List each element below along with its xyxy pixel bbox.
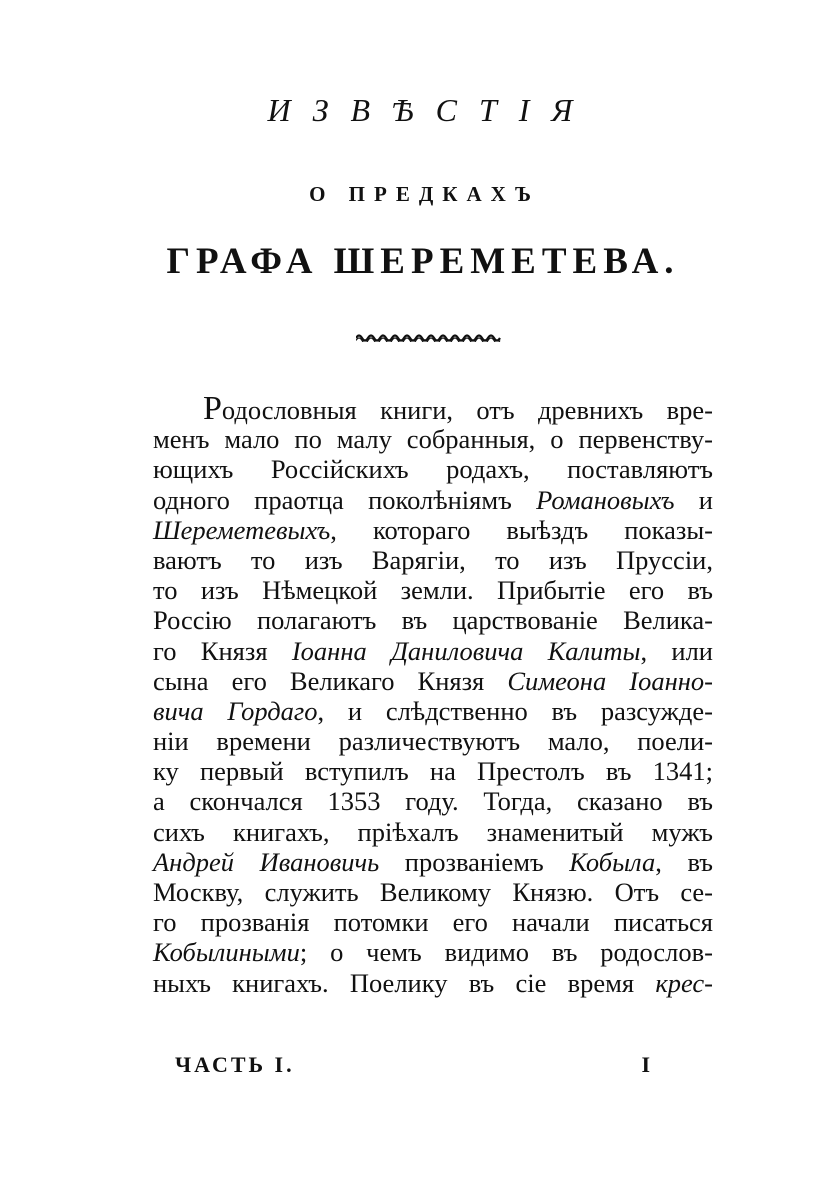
italic-name: Кобылиными [153,937,300,968]
text-run: ющихъ Россійскихъ родахъ, поставляютъ [153,454,713,485]
page-title-name: ГРАФА ШЕРЕМЕТЕВА. [166,241,680,282]
text-line [153,605,713,635]
text-line [153,545,713,575]
text-line [153,726,713,756]
text-run: го прозванія потомки его начали писаться [153,907,713,938]
text-run: , или [640,635,713,666]
text-run: ніи времени различествуютъ мало, поели- [153,726,713,757]
signature-mark: ЧАСТЬ I. [175,1052,295,1077]
text-run: ; о чемъ видимо въ родослов- [299,937,713,968]
text-line [153,575,713,605]
text-line [153,756,713,786]
text-run: ныхъ книгахъ. Поелику въ сіе время [153,967,656,998]
text-run: го Князя [153,635,292,666]
text-run: сына его Великаго Князя [153,665,508,696]
text-line [153,937,713,967]
text-run: одословныя книги, отъ древнихъ вре- [221,395,713,425]
text-run: одного праотца поколѣніямъ [153,484,537,515]
italic-name: Шереметевыхъ [153,514,331,545]
text-line [153,390,713,427]
page-footer [175,1052,653,1078]
text-run: прозваніемъ [379,846,570,877]
italic-name: Іоанна Даниловича Калиты [291,635,641,666]
page-title: ИЗВѢСТІЯ [267,92,595,128]
text-run: , котораго выѣздъ показы- [330,514,713,545]
italic-name: Кобыла [569,846,656,877]
text-line [153,968,713,998]
text-run: , въ [655,846,714,877]
text-line [153,786,713,816]
ornament-divider [356,332,502,342]
text-run: , и слѣдственно въ разсужде- [317,695,713,726]
italic-name: крес- [655,967,713,998]
text-run: ваютъ то изъ Варягіи, то изъ Пруссіи, [153,544,713,575]
page-number: I [641,1052,653,1077]
text-line [153,485,713,515]
text-line [153,454,713,484]
text-run: и [674,484,713,515]
page-subtitle: О ПРЕДКАХЪ [309,182,540,206]
drop-cap: Р [203,390,222,427]
text-run: Россію полагаютъ въ царствованіе Велика- [153,605,713,636]
text-line [153,817,713,847]
text-line [153,666,713,696]
text-line [153,424,713,454]
text-run: ку первый вступилъ на Престолъ въ 1341; [153,756,713,787]
italic-name: вича Гордаго [153,695,318,726]
text-run: сихъ книгахъ, пріѣхалъ знаменитый мужъ [153,816,713,847]
text-line [153,847,713,877]
italic-name: Романовыхъ [536,484,675,515]
italic-name: Андрей Ивановичь [153,846,380,877]
text-line [153,696,713,726]
text-line [153,877,713,907]
text-run: Москву, служить Великому Князю. Отъ се- [153,877,713,907]
body-paragraph [153,390,714,998]
text-line [153,515,713,545]
text-run: менъ мало по малу собранныя, о первенству- [153,424,713,455]
text-line [153,907,713,937]
italic-name: Симеона Іоанно- [507,665,713,696]
text-run: то изъ Нѣмецкой земли. Прибытіе его въ [153,575,713,606]
text-line [153,636,713,666]
text-run: а скончался 1353 году. Тогда, сказано въ [153,786,713,817]
